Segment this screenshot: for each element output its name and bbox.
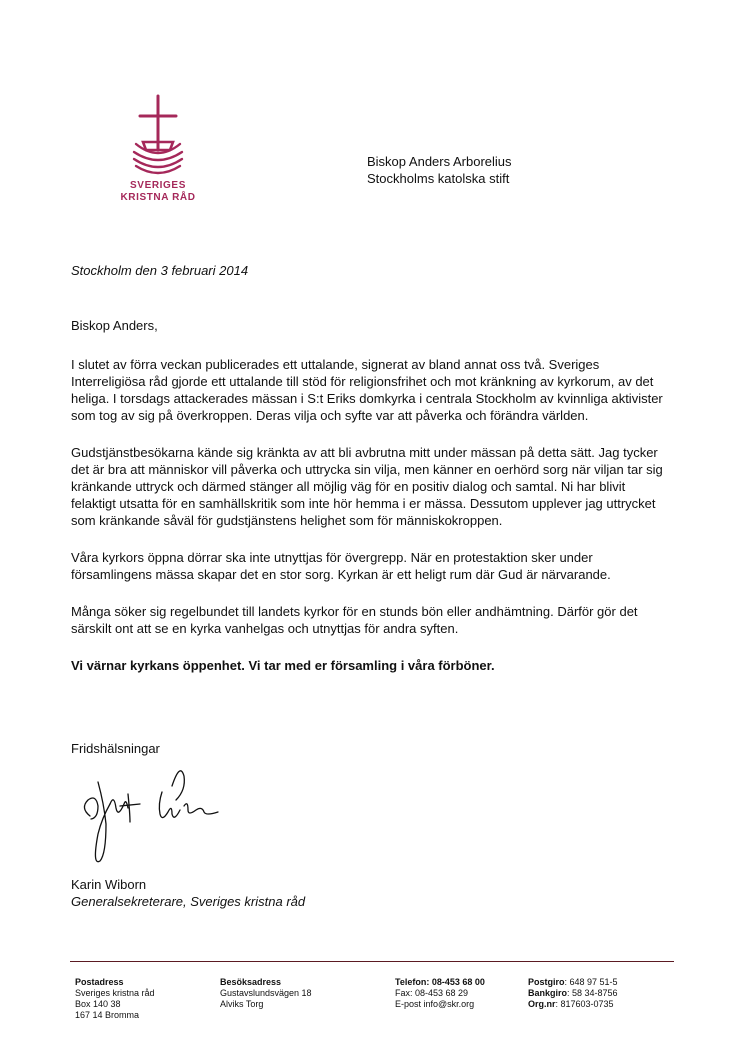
footer-email: E-post info@skr.org	[395, 999, 475, 1009]
logo-text-line2: KRISTNA RÅD	[120, 192, 196, 203]
body-paragraph: Gudstjänstbesökarna kände sig kränkta av att bli avbrutna mitt under mässan på detta sätt. Jag tycker det är bra att människor vill påverka och uttrycka sin vilja, men känner en oerhörd sorg när viljan tar sig kränkande uttryck och därmed stänger all möjlig väg för en positiv dialog och samtal. Ni har blivit felaktigt utsatta för en samhällskritik som inte hör hemma i er mässa. Dessutom upplever jag uttrycket som kränkande såväl för gudstjänstens helighet som för människokroppen.	[71, 445, 663, 528]
body-paragraph: Många söker sig regelbundet till landets kyrkor för en stunds bön eller andhämtning. Därför gör det särskilt ont att se en kyrka vanhelgas och utnyttjas för andra syften.	[71, 604, 638, 636]
greeting: Biskop Anders,	[71, 318, 158, 333]
footer-bankgiro-value: : 58 34-8756	[567, 988, 618, 998]
recipient-org: Stockholms katolska stift	[367, 171, 510, 186]
footer-postal-line: 167 14 Bromma	[75, 1010, 140, 1020]
footer-visit-line: Alviks Torg	[220, 999, 264, 1009]
footer-postal-address	[75, 977, 155, 1021]
footer-postgiro-label: Postgiro	[528, 977, 565, 987]
body-paragraph: I slutet av förra veckan publicerades ett uttalande, signerat av bland annat oss två. Sveriges Interreligiösa råd gjorde ett uttalande till stöd för religionsfrihet och mot kränkning av kyrkorum, av det heliga. I torsdags attackerades mässan i S:t Eriks domkyrka i centrala Stockholm av kvinnliga aktivister som tog av sig på överkroppen. Deras vilja och syfte var att påverka och förändra världen.	[71, 357, 663, 423]
closing-salutation: Fridshälsningar	[71, 741, 160, 756]
handwritten-signature	[76, 764, 226, 864]
signer-title: Generalsekreterare, Sveriges kristna råd	[71, 894, 306, 909]
footer-visit-address	[220, 977, 312, 1010]
footer-postgiro-value: : 648 97 51-5	[564, 977, 618, 987]
letter-body	[71, 356, 671, 694]
footer-phone: Telefon: 08-453 68 00	[395, 977, 485, 987]
logo-text-line1: SVERIGES	[130, 180, 186, 191]
cross-ship-icon	[126, 94, 190, 176]
footer-orgnr-label: Org.nr	[528, 999, 556, 1009]
signer-name: Karin Wiborn	[71, 877, 147, 892]
footer-orgnr-value: : 817603-0735	[555, 999, 614, 1009]
letter-date: Stockholm den 3 februari 2014	[71, 263, 249, 278]
footer-divider	[70, 961, 674, 962]
footer-fax: Fax: 08-453 68 29	[395, 988, 469, 998]
footer-postal-line: Box 140 38	[75, 999, 121, 1009]
footer-bankgiro-label: Bankgiro	[528, 988, 568, 998]
recipient-name: Biskop Anders Arborelius	[367, 154, 512, 169]
bold-statement: Vi värnar kyrkans öppenhet. Vi tar med er församling i våra förböner.	[71, 658, 495, 673]
signer-block	[71, 876, 305, 910]
footer-postal-line: Sveriges kristna råd	[75, 988, 155, 998]
footer-contact	[395, 977, 485, 1010]
footer-giro	[528, 977, 618, 1010]
footer-postal-heading: Postadress	[75, 977, 124, 987]
body-paragraph: Våra kyrkors öppna dörrar ska inte utnyttjas för övergrepp. När en protestaktion sker under församlingens mässa skapar det en stor sorg. Kyrkan är ett heligt rum där Gud är närvarande.	[71, 550, 611, 582]
organization-logo	[110, 94, 206, 206]
footer-visit-heading: Besöksadress	[220, 977, 282, 987]
footer-visit-line: Gustavslundsvägen 18	[220, 988, 312, 998]
recipient-block	[367, 153, 512, 187]
